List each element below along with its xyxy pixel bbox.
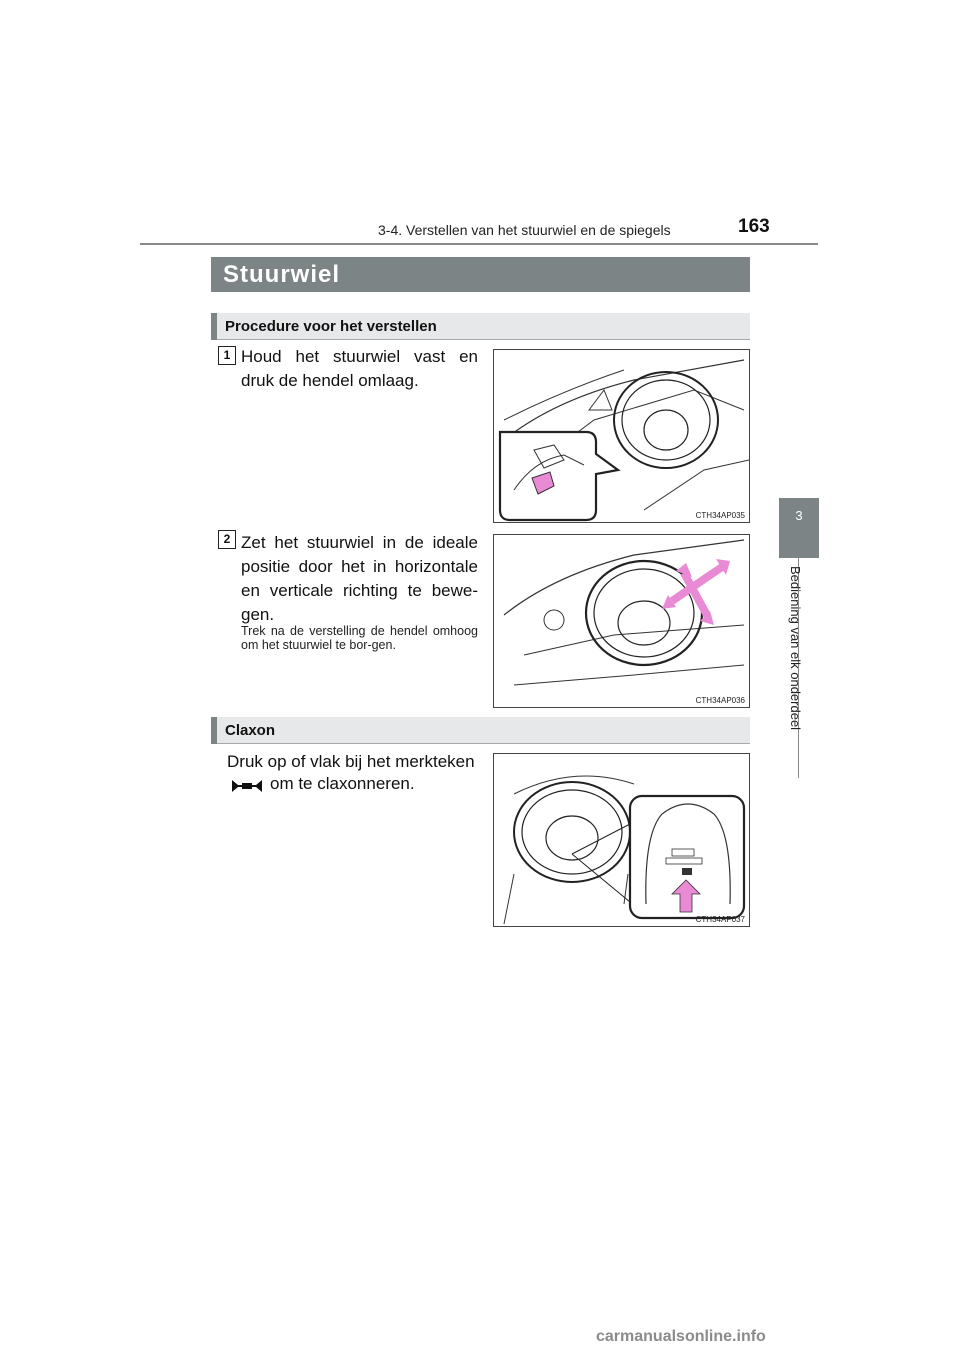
figure-code: CTH34AP037 xyxy=(695,915,745,924)
heading-accent xyxy=(211,313,217,340)
horn-icon xyxy=(228,777,266,795)
procedure-heading: Procedure voor het verstellen xyxy=(225,318,437,335)
horn-text-second-line: om te claxonneren. xyxy=(270,774,415,793)
page-header-title: 3-4. Verstellen van het stuurwiel en de spiegels xyxy=(378,222,671,238)
step-number-2: 2 xyxy=(218,530,236,549)
header-rule xyxy=(140,243,818,245)
steering-lever-illustration xyxy=(494,350,750,523)
page-number: 163 xyxy=(738,216,770,237)
step-2-note: Trek na de verstelling de hendel omhoog om het stuurwiel te bor-gen. xyxy=(241,624,478,652)
figure-code: CTH34AP036 xyxy=(695,696,745,705)
figure-code: CTH34AP035 xyxy=(695,511,745,520)
step-number-1: 1 xyxy=(218,346,236,365)
heading-accent xyxy=(211,717,217,744)
watermark: carmanualsonline.info xyxy=(596,1328,766,1345)
figure-steering-adjust xyxy=(493,534,750,708)
figure-steering-lever xyxy=(493,349,750,523)
chapter-tab-label: Bediening van elk onderdeel xyxy=(788,566,803,731)
procedure-heading-bar xyxy=(211,313,750,340)
horn-heading: Claxon xyxy=(225,722,276,739)
chapter-tab: 3 xyxy=(779,498,819,558)
step-1-text: Houd het stuurwiel vast en druk de hendel omlaag. xyxy=(241,347,478,390)
horn-text-first-line: Druk op of vlak bij het merkteken xyxy=(227,752,475,771)
step-2-text: Zet het stuurwiel in de ideale positie door het in horizontale en verticale richting te bewe-gen. xyxy=(241,533,478,624)
section-title: Stuurwiel xyxy=(211,257,750,292)
horn-heading-bar xyxy=(211,717,750,744)
horn-pad-illustration xyxy=(494,754,750,927)
steering-adjust-illustration xyxy=(494,535,750,708)
figure-horn-pad xyxy=(493,753,750,927)
